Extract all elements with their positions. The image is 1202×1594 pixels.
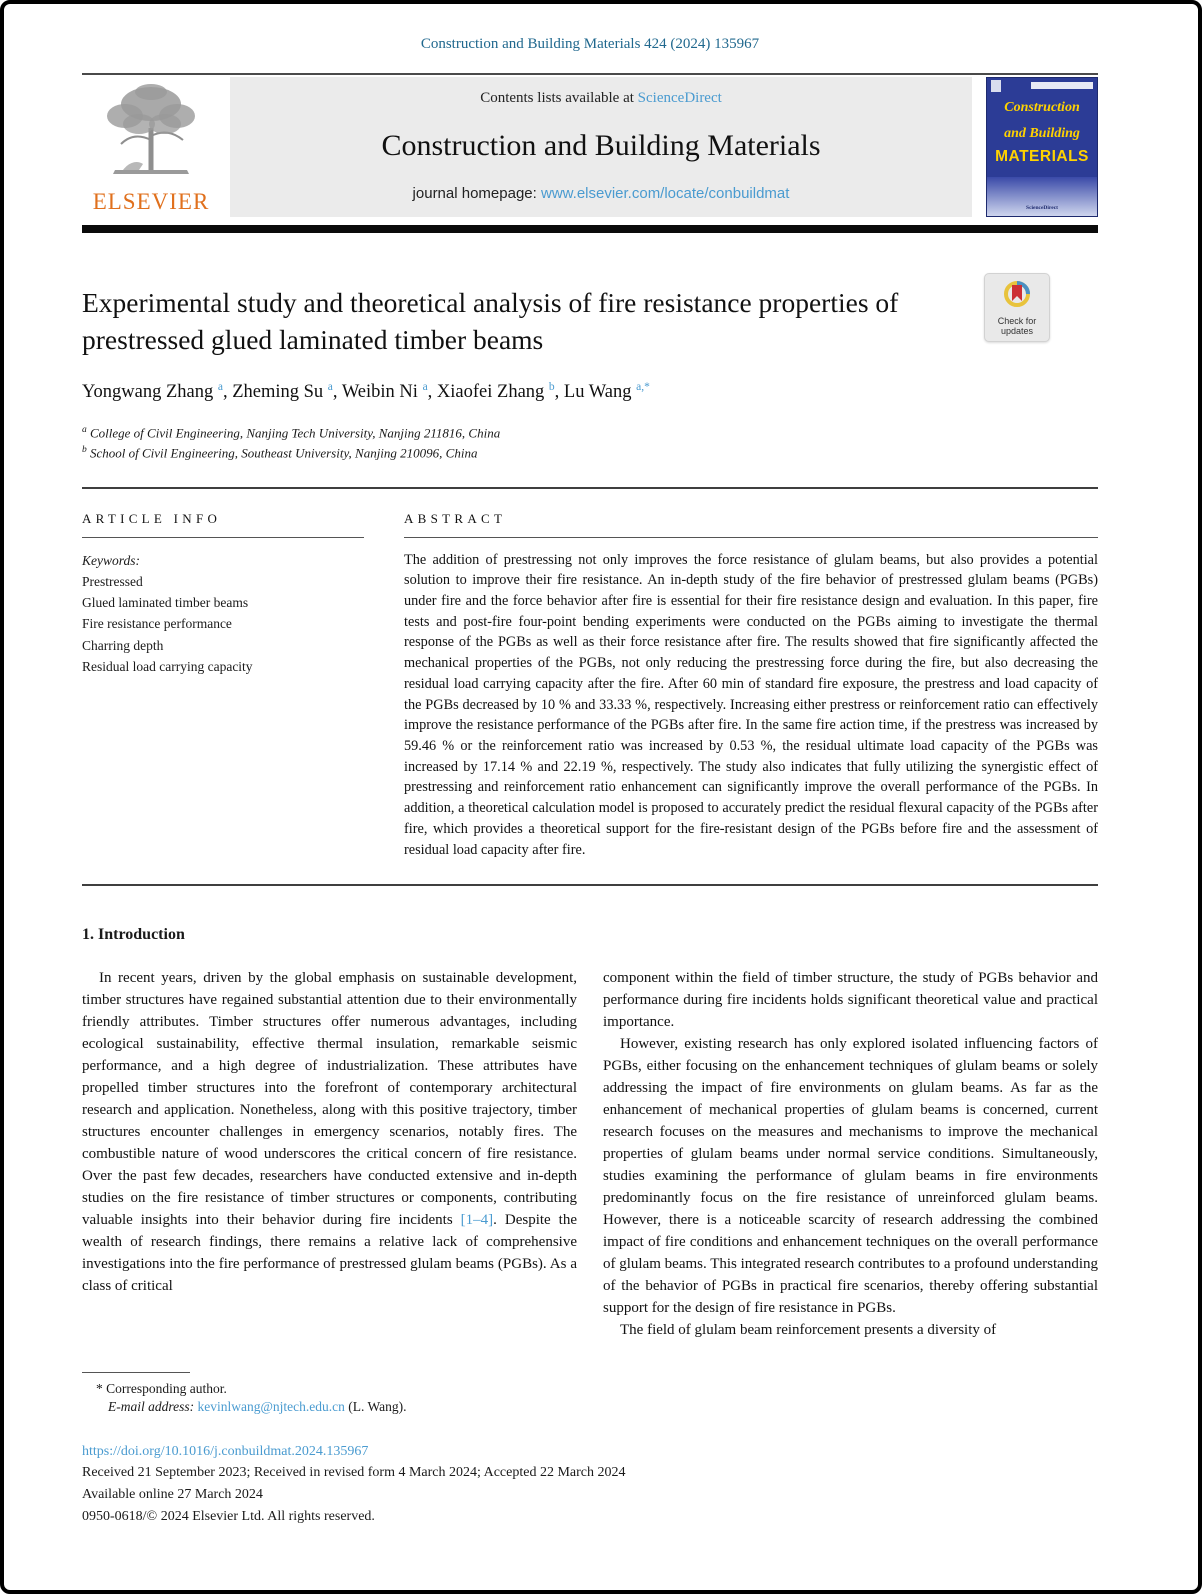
available-online: Available online 27 March 2024 [82, 1487, 263, 1503]
journal-header [82, 77, 1098, 217]
cover-top-bar [1031, 82, 1093, 89]
header-top-rule [82, 73, 1098, 75]
cover-top-strip [987, 78, 1097, 90]
body-columns [82, 968, 1098, 1341]
author-affiliation-superscript: a [217, 380, 223, 393]
author-name: Yongwang Zhang $^a$ [82, 380, 223, 402]
keyword-item: Residual load carrying capacity [82, 659, 253, 675]
info-abstract-section [82, 511, 1098, 861]
cover-title-line1: Construction [1004, 100, 1080, 115]
check-for-updates-badge[interactable] [984, 273, 1050, 342]
journal-banner [230, 77, 972, 217]
page [4, 36, 1198, 1528]
badge-label-line1: Check for [997, 316, 1037, 326]
article-info-rule [82, 537, 364, 538]
email-line [82, 1399, 1098, 1415]
email-link[interactable]: kevinlwang@njtech.edu.cn [197, 1398, 345, 1414]
cover-bottom-label: ScienceDirect [1026, 205, 1058, 211]
affiliation-line: $^a$ College of Civil Engineering, Nanjing Tech University, Nanjing 211816, China [82, 424, 501, 441]
abstract-text: The addition of prestressing not only improves the force resistance of glulam beams, but also provides a potential solution to improve their fire resistance. An in-depth study of the fire behavior of prestressed glulam beams (PGBs) under fire and the force behavior after fire is essential for their fire resistance design and evaluation. In this paper, fire tests and post-fire four-point bending experiments were conducted on the PGBs aiming to investigate the thermal response of the PGBs as well as their force resistance after fire. The results showed that fire significantly affected the mechanical properties of the PGBs, not only reducing the prestressing force during the fire, but also decreasing the residual load carrying capacity after the fire. After 60 min of standard fire exposure, the prestress and load capacity of the PGBs decreased by 10 % and 33.33 %, respectively. Increasing either prestress or reinforcement ratio can effectively improve the resistance performance of the PGBs after fire. In the same fire action time, if the prestress was increased by 59.46 % or the reinforcement ratio was increased by 0.53 %, the residual ultimate load capacity of the PGBs was increased by 17.14 % and 22.19 %, respectively. The study also indicates that fully utilizing the synergistic effect of prestressing and reinforcement ratio enhancement can significantly improve the overall performance of the PGBs. In addition, a theoretical calculation model is proposed to accurately predict the residual flexural capacity of the PGBs after fire, which provides a theoretical support for the fire-resistant design of the PGBs before fire and the assessment of residual load capacity after fire. [404, 551, 1098, 858]
contents-prefix: Contents lists available at [480, 90, 638, 106]
cover-title-line2: and Building [1004, 126, 1080, 142]
keywords-list [82, 571, 364, 678]
elsevier-wordmark: ELSEVIER [92, 189, 210, 214]
article-info-column [82, 511, 364, 861]
author-affiliation-superscript: b [548, 380, 555, 393]
intro-p1-text: In recent years, driven by the global emphasis on sustainable development, timber structures have regained substantial attention due to their environmentally friendly attributes. Timber structures offer numerous advantages, including ecological sustainability, effective thermal insulation, remarkable seismic performance, and a high degree of industrialization. These attributes have propelled timber structures into the forefront of contemporary architectural research and application. Nonetheless, along with this positive trajectory, timber structures encounter challenges in emergency scenarios, notably fires. The combustible nature of wood underscores the critical concern of fire resistance. Over the past few decades, researchers have conducted extensive and in-depth studies on the fire resistance of timber structures or components, contributing valuable insights into their behavior during fire incidents [82, 970, 577, 1228]
received-dates: Received 21 September 2023; Received in revised form 4 March 2024; Accepted 22 March 2024 [82, 1465, 626, 1481]
cover-bottom-strip [987, 177, 1097, 216]
contents-line [240, 90, 962, 107]
author-affiliation-superscript: a [422, 380, 428, 393]
affiliation-line: $^b$ School of Civil Engineering, Southeast University, Nanjing 210096, China [82, 444, 478, 460]
author-name: Xiaofei Zhang $^b$ [436, 380, 555, 402]
title-block [82, 285, 1098, 359]
corresponding-author-note: * Corresponding author. [96, 1380, 227, 1396]
check-for-updates-icon [1002, 296, 1032, 313]
section-divider-rule [82, 487, 1098, 489]
abstract-bottom-rule [82, 884, 1098, 886]
author-name: Weibin Ni $^a$ [341, 380, 428, 402]
email-suffix: (L. Wang). [344, 1398, 407, 1414]
header-black-bar [82, 225, 1098, 233]
elsevier-tree-icon [99, 78, 203, 187]
footnote-rule [82, 1372, 190, 1373]
footnote-block [82, 1372, 1098, 1415]
cover-title-line3: MATERIALS [995, 148, 1089, 166]
keyword-item: Glued laminated timber beams [82, 595, 249, 611]
keyword-item: Prestressed [82, 573, 143, 589]
abstract-column [404, 511, 1098, 861]
intro-paragraph-1 [82, 968, 577, 1298]
intro-paragraph-1-continued: component within the field of timber structure, the study of PGBs behavior and performance during fire incidents holds significant theoretical value and practical importance. [603, 970, 1098, 1031]
footer-block [82, 1441, 1098, 1528]
badge-label-line2: updates [1000, 326, 1034, 337]
copyright-line: 0950-0618/© 2024 Elsevier Ltd. All rights reserved. [82, 1508, 375, 1524]
author-affiliation-superscript: a,* [636, 380, 650, 393]
homepage-url-link[interactable]: www.elsevier.com/locate/conbuildmat [540, 185, 790, 202]
homepage-line [240, 185, 962, 202]
journal-title: Construction and Building Materials [381, 129, 821, 162]
author-list: Yongwang Zhang $^a$, Zheming Su $^a$, Weibin Ni $^a$, Xiaofei Zhang $^b$, Lu Wang $^{a,*}$ [82, 380, 650, 402]
author-affiliation-superscript: a [327, 380, 333, 393]
email-label: E-mail address: [108, 1398, 195, 1414]
journal-citation: Construction and Building Materials 424 (2024) 135967 [420, 36, 760, 52]
introduction-heading: 1. Introduction [82, 926, 185, 944]
abstract-rule [404, 537, 1098, 538]
intro-p1-text-cont: . Despite the wealth of research findings, there remains a relative lack of comprehensive investigations into the fire performance of prestressed glulam beams (PGBs). As a class of critical [82, 1211, 578, 1294]
keywords-label: Keywords: [82, 552, 140, 568]
keyword-item: Fire resistance performance [82, 616, 232, 632]
keyword-item: Charring depth [82, 637, 164, 653]
journal-cover-thumbnail [986, 77, 1098, 217]
sciencedirect-link[interactable]: ScienceDirect [637, 90, 722, 106]
intro-paragraph-2: However, existing research has only explored isolated influencing factors of PGBs, either focusing on the enhancement techniques of glulam beams or solely addressing the impact of fire environments on glulam beams. As far as the enhancement of mechanical properties of glulam beams is concerned, current research focuses on the measures and mechanisms to improve the mechanical properties of glulam beams under normal service conditions. Simultaneously, studies examining the performance of glulam beams in fire environments predominantly focus on the fire resistance of unreinforced glulam beams. However, there is a noticeable scarcity of research addressing the combined impact of fire conditions and enhancement techniques on the overall performance of glulam beams. This integrated research contributes to a profound understanding of the behavior of PGBs in practical fire scenarios, thereby offering substantial support for the design of fire resistance in PGBs. [603, 1036, 1098, 1316]
article-info-heading: ARTICLE INFO [82, 510, 222, 526]
affiliation-list [82, 423, 1098, 463]
author-name: Lu Wang $^{a,*}$ [563, 380, 650, 402]
keywords-block [82, 550, 364, 678]
author-name: Zheming Su $^a$ [232, 380, 333, 402]
reference-link-1-4[interactable]: [1–4] [460, 1211, 494, 1228]
abstract-heading: ABSTRACT [404, 510, 507, 526]
intro-paragraph-3: The field of glulam beam reinforcement presents a diversity of [620, 1321, 997, 1338]
homepage-prefix: journal homepage: [412, 185, 541, 202]
paper-title: Experimental study and theoretical analysis of fire resistance properties of prestressed glued laminated timber beams [82, 287, 899, 355]
cover-publisher-mark-icon [991, 80, 1001, 92]
elsevier-logo [82, 77, 230, 217]
body-right-column [603, 968, 1098, 1341]
doi-link[interactable]: https://doi.org/10.1016/j.conbuildmat.2024.135967 [82, 1443, 369, 1459]
body-left-column [82, 968, 577, 1341]
check-for-updates-label [988, 316, 1046, 337]
